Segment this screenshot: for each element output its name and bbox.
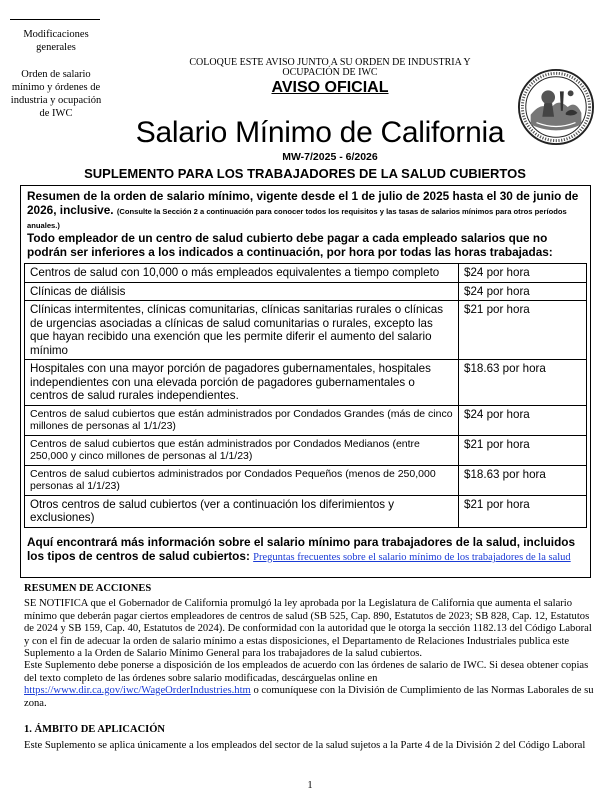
sidebar-wage-orders: Orden de salario mínimo y órdenes de industria y ocupación de IWC <box>10 69 102 119</box>
facility-cell: Clínicas intermitentes, clínicas comunitarias, clínicas sanitarias rurales o clínicas de urgencias asociadas a clínicas de salud comunitarias o rurales, excepto las que hayan recibido una exención que les permite diferir el aumento del salario mínimo <box>25 301 459 360</box>
availability-text: Este Suplemento debe ponerse a disposición de los empleados de acuerdo con las órdenes de salario de IWC. Si desea obtener copias del texto completo de las órdenes sobre salario modificadas, descárguelas online en <box>24 660 589 684</box>
table-row <box>25 405 587 435</box>
actions-paragraph: SE NOTIFICA que el Gobernador de California promulgó la ley aprobada por la Legislatura de California que aumenta el salario mínimo que deberán pagar ciertos empleadores de centros de salud (SB 525, Cap. 890, Estatutos de 2023; SB 828, Cap. 12, Estatutos de 2024 y SB 159, Cap. 40, Estatutos de 2024). De conformidad con la autoridad que le otorga la sección 1182.13 del Código Laboral y con el fin de adecuar la orden de salario mínimo a estas disposiciones, el Departamento de Relaciones Industriales publica este Suplemento a la Orden de Salario Mínimo General para los trabajadores de la salud cubiertos. <box>24 598 592 659</box>
facility-cell: Centros de salud con 10,000 o más empleados equivalentes a tiempo completo <box>25 264 459 283</box>
sidebar-general-modifications: Modificaciones generales <box>23 29 89 53</box>
faq-link[interactable]: Preguntas frecuentes sobre el salario mínimo de los trabajadores de la salud <box>253 552 571 563</box>
rate-cell: $24 por hora <box>459 264 587 283</box>
table-row <box>25 360 587 406</box>
table-row <box>25 282 587 301</box>
placement-notice: COLOQUE ESTE AVISO JUNTO A SU ORDEN DE INDUSTRIA Y OCUPACIÓN DE IWC <box>189 57 471 78</box>
rates-table <box>24 263 587 528</box>
order-code: MW-7/2025 - 6/2026 <box>282 151 378 163</box>
availability-paragraph <box>24 660 599 710</box>
actions-heading: RESUMEN DE ACCIONES <box>24 583 152 594</box>
summary-heading: Resumen de la orden de salario mínimo, vigente desde el 1 de julio de 2025 hasta el 30 de junio de 2026, inclusive. <box>27 189 579 217</box>
supplement-title: SUPLEMENTO PARA LOS TRABAJADORES DE LA SALUD CUBIERTOS <box>84 166 526 181</box>
official-notice-heading: AVISO OFICIAL <box>271 79 389 96</box>
availability-text-end: o comuníquese con la División de Cumplimiento de las Normas Laborales de su zona. <box>24 685 594 709</box>
scope-paragraph: Este Suplemento se aplica únicamente a los empleados del sector de la salud sujetos a la Parte 4 de la División 2 del Código Laboral <box>24 740 586 751</box>
rate-cell: $21 por hora <box>459 435 587 465</box>
facility-cell: Centros de salud cubiertos que están administrados por Condados Grandes (más de cinco millones de personas al 1/1/23) <box>25 405 459 435</box>
more-info-block <box>27 535 582 565</box>
facility-cell: Hospitales con una mayor porción de pagadores gubernamentales, hospitales independientes con una elevada porción de pagadores gubernamentales o centros de salud rurales independientes. <box>25 360 459 406</box>
table-row <box>25 264 587 283</box>
table-row <box>25 301 587 360</box>
page-title: Salario Mínimo de California <box>135 116 505 149</box>
facility-cell: Centros de salud cubiertos que están administrados por Condados Medianos (entre 250,000 y cinco millones de personas al 1/1/23) <box>25 435 459 465</box>
table-row <box>25 465 587 495</box>
rate-cell: $24 por hora <box>459 405 587 435</box>
facility-cell: Otros centros de salud cubiertos (ver a continuación los diferimientos y exclusiones) <box>25 495 459 527</box>
facility-cell: Clínicas de diálisis <box>25 282 459 301</box>
rate-cell: $21 por hora <box>459 301 587 360</box>
page-number: 1 <box>307 780 313 791</box>
rate-cell: $24 por hora <box>459 282 587 301</box>
sidebar-rule <box>10 19 100 20</box>
table-row <box>25 435 587 465</box>
rate-cell: $18.63 por hora <box>459 360 587 406</box>
summary-block <box>27 189 582 259</box>
scope-heading: 1. ÁMBITO DE APLICACIÓN <box>24 724 165 735</box>
table-row <box>25 495 587 527</box>
wage-orders-link[interactable]: https://www.dir.ca.gov/iwc/WageOrderIndustries.htm <box>24 685 251 696</box>
summary-note: (Consulte la Sección 2 a continuación para conocer todos los requisitos y las tasas de salarios mínimos para otros períodos anuales.) <box>27 207 567 230</box>
sidebar-notes <box>6 28 106 120</box>
wage-summary-box <box>20 185 591 578</box>
facility-cell: Centros de salud cubiertos administrados por Condados Pequeños (menos de 250,000 personas al 1/1/23) <box>25 465 459 495</box>
rate-cell: $21 por hora <box>459 495 587 527</box>
rate-cell: $18.63 por hora <box>459 465 587 495</box>
more-info-text: Aquí encontrará más información sobre el salario mínimo para trabajadores de la salud, incluidos los tipos de centros de salud cubiertos: <box>27 535 576 563</box>
summary-requirement: Todo empleador de un centro de salud cubierto debe pagar a cada empleado salarios que no podrán ser inferiores a los indicados a continuación, por hora por todas las horas trabajadas: <box>27 231 553 259</box>
